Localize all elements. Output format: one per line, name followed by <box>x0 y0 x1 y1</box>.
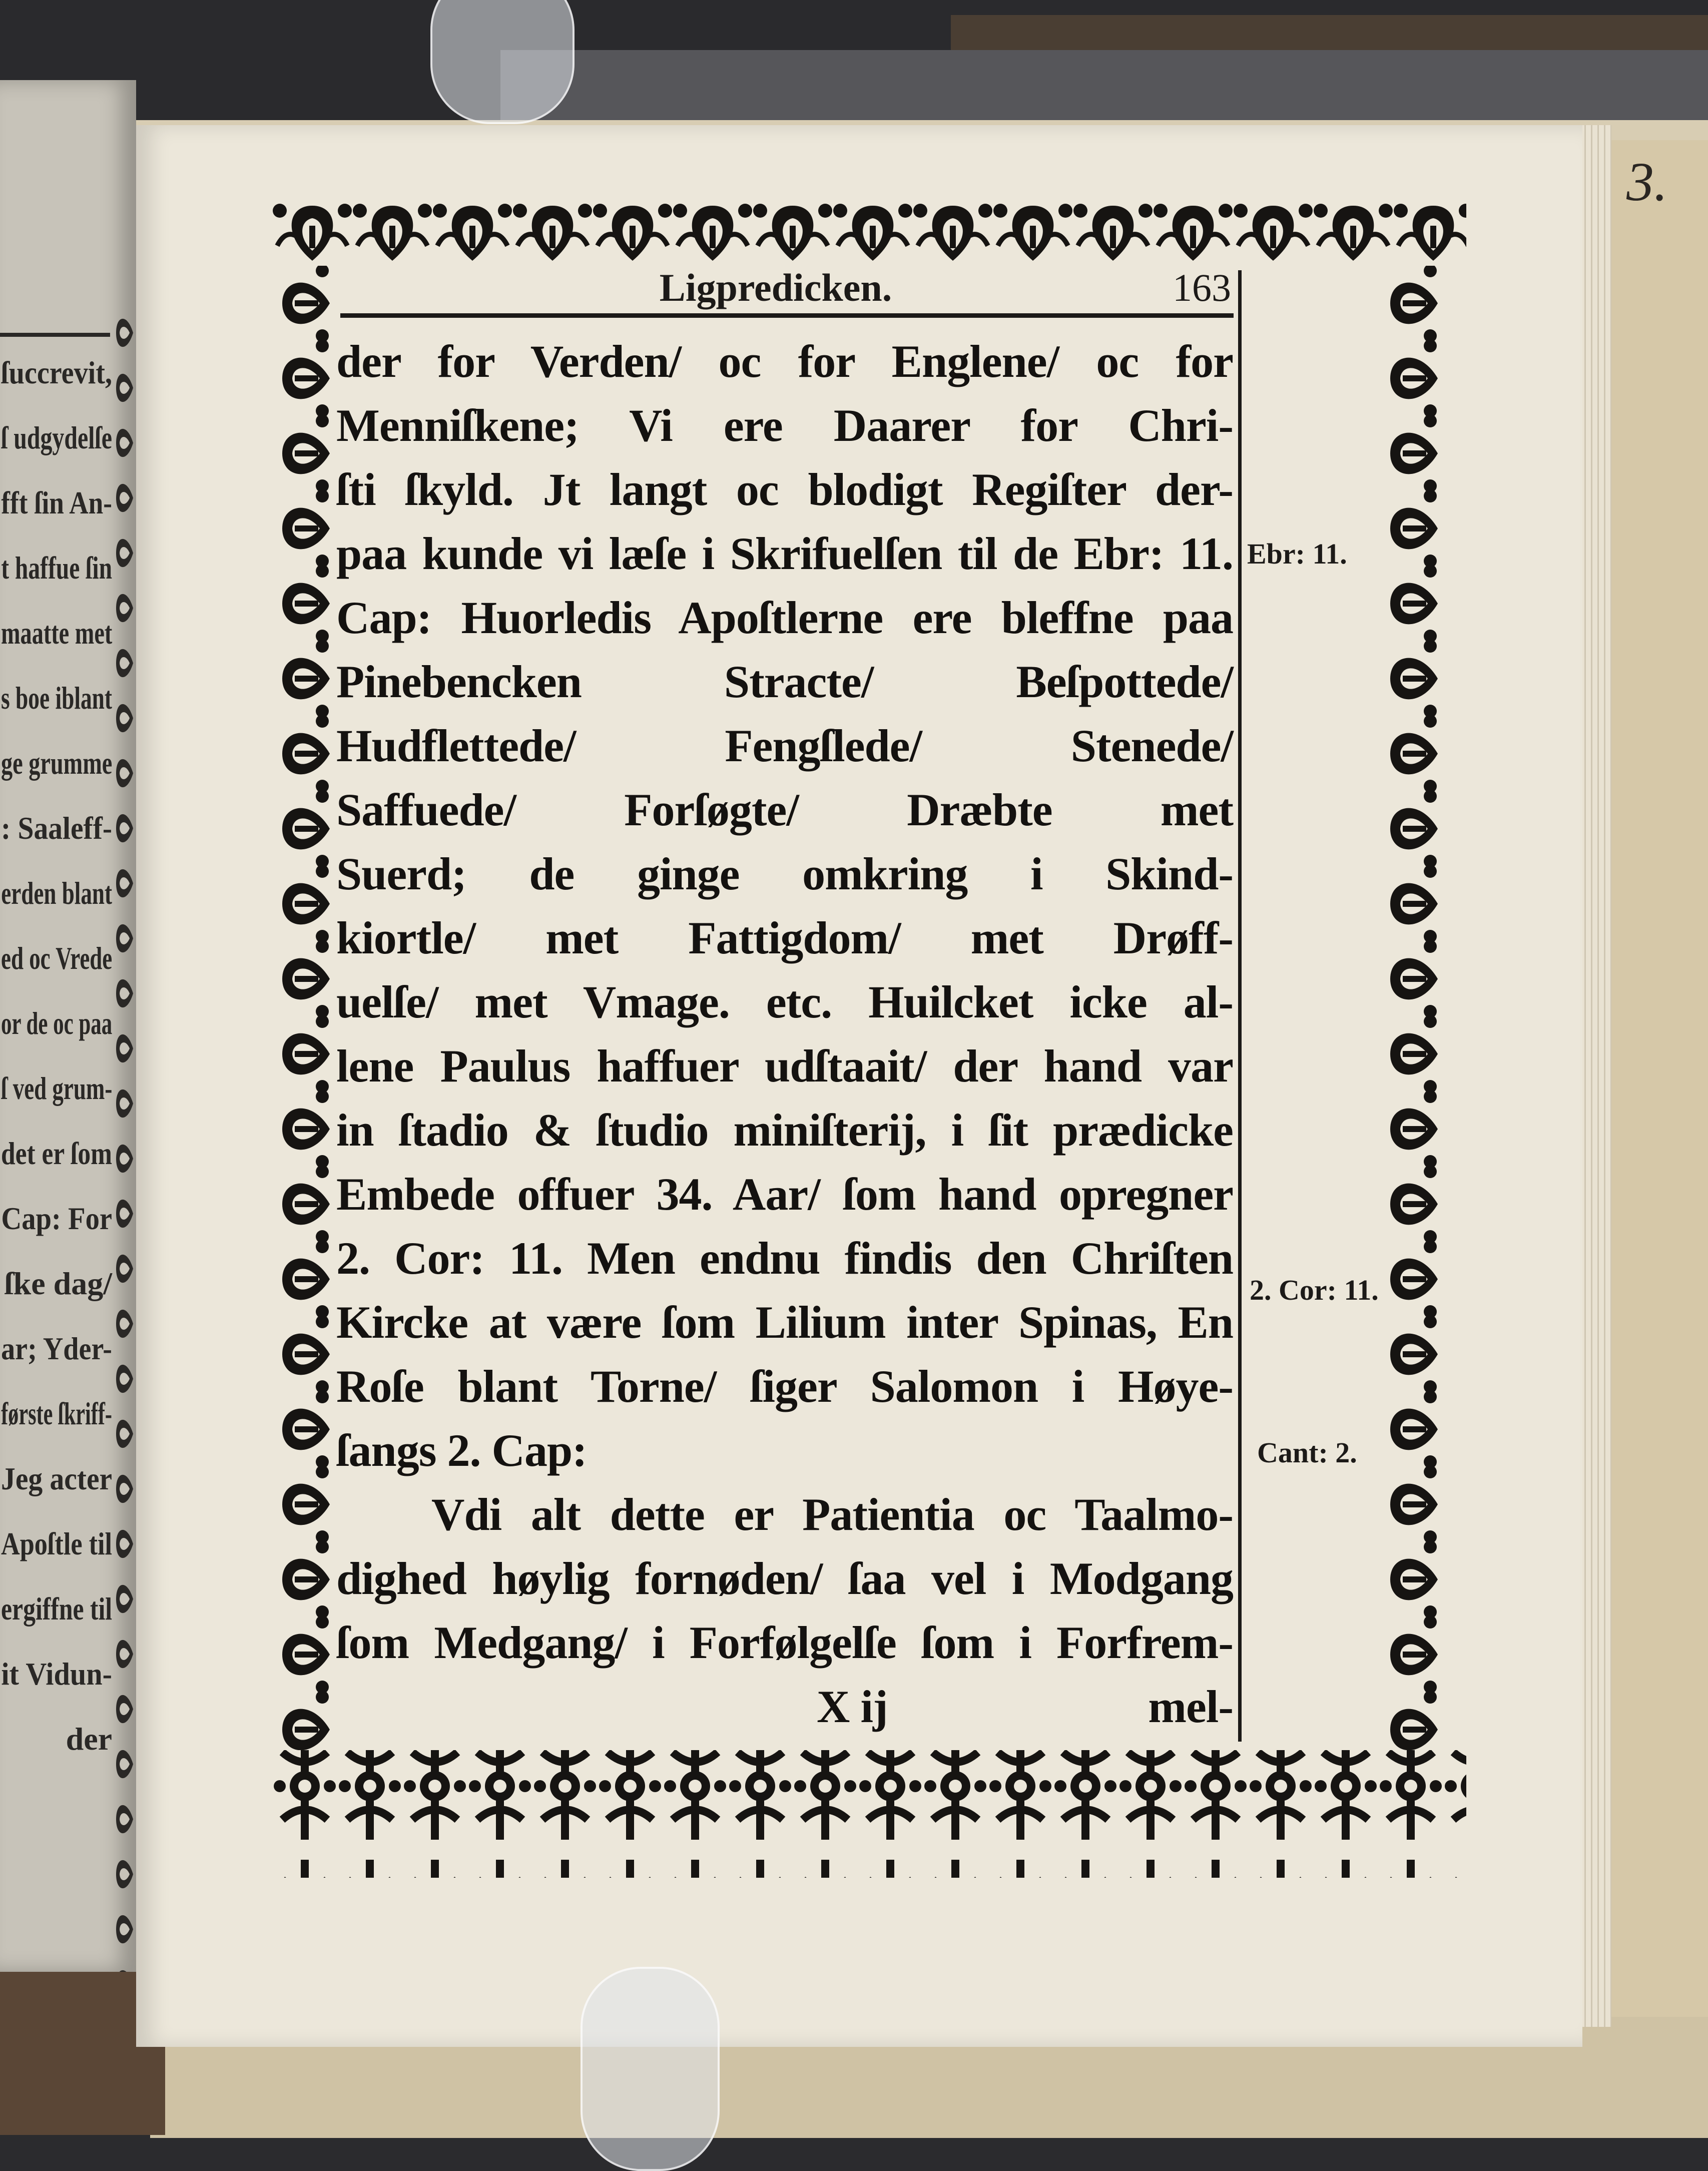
body-line: Saffuede/ Forſøgte/ Dræbte met <box>336 784 1233 835</box>
body-line: Cap: Huorledis Apoſtlerne ere bleffne paa <box>336 592 1233 643</box>
body-line: uelſe/ met Vmage. etc. Huilcket icke al- <box>336 976 1233 1027</box>
margin-note-cant: Cant: 2. <box>1257 1436 1357 1469</box>
handwritten-folio-number: 3. <box>1626 151 1668 212</box>
body-text <box>336 329 1233 1739</box>
left-page-line: ed oc Vrede <box>1 940 113 976</box>
frame-top-band <box>272 191 1466 266</box>
left-page-line: fft ſin An- <box>1 485 113 520</box>
body-line: Embede offuer 34. Aar/ ſom hand opregner <box>336 1169 1233 1220</box>
left-page-line: ge grumme <box>1 745 113 781</box>
left-page-line: Jeg acter <box>1 1461 113 1496</box>
left-page-line: t haffue ſin <box>1 550 112 586</box>
book-cover-edge <box>951 15 1708 55</box>
left-page-line: Apoſtle til <box>1 1526 112 1561</box>
body-line: der for Verden/ oc for Englene/ oc for <box>336 336 1233 387</box>
left-page-line: ar; Yder- <box>1 1331 113 1366</box>
body-line: dighed høylig fornøden/ ſaa vel i Modgang <box>336 1553 1233 1604</box>
margin-rule <box>1238 270 1242 1742</box>
body-line: ſti ſkyld. Jt langt oc blodigt Regiſter der- <box>336 464 1233 515</box>
body-line: paa kunde vi læſe i Skrifuelſen til de Ebr: 11. <box>336 528 1233 579</box>
left-page-line: ergiffne til <box>1 1591 113 1626</box>
body-line: Suerd; de ginge omkring i Skind- <box>336 848 1233 899</box>
body-line: kiortle/ met Fattigdom/ met Drøff- <box>336 912 1233 963</box>
catchword: mel- <box>1148 1681 1233 1732</box>
left-page-line: erden blant <box>1 875 112 911</box>
left-page-line: s boe iblant <box>1 680 112 716</box>
left-page-line: der <box>66 1721 112 1757</box>
margin-note-ebr: Ebr: 11. <box>1247 537 1347 570</box>
torn-leaf <box>1611 140 1708 2017</box>
left-page-text <box>1 340 112 1772</box>
body-line: in ſtadio & ſtudio miniſterij, i ſit prædicke <box>336 1105 1233 1156</box>
page-clip-bottom <box>581 1967 720 2171</box>
frame-bottom-band <box>272 1750 1466 1878</box>
body-line: Roſe blant Torne/ ſiger Salomon i Høye- <box>336 1361 1233 1412</box>
left-page-line: it Vidun- <box>1 1656 112 1692</box>
running-head: Ligpredicken. <box>659 266 892 309</box>
left-page-header-rule <box>0 333 110 337</box>
body-line: lene Paulus haffuer udſtaait/ der hand var <box>336 1040 1233 1092</box>
body-line: ſangs 2. Cap: <box>336 1425 587 1476</box>
body-line: Hudflettede/ Fengſlede/ Stenede/ <box>336 720 1233 771</box>
left-page-line: ſke dag/ <box>4 1266 112 1301</box>
body-line: Menniſkene; Vi ere Daarer for Chri- <box>336 400 1233 451</box>
signature-mark: X ij <box>817 1681 888 1732</box>
left-page-line: ſ ved grum- <box>1 1070 113 1106</box>
frame-right-band <box>1389 266 1451 1750</box>
left-page-line: maatte met <box>1 615 113 651</box>
left-page-line: : Saaleff- <box>1 810 113 846</box>
signature-line <box>336 1675 1233 1739</box>
body-line: Kircke at være ſom Lilium inter Spinas, En <box>336 1297 1233 1348</box>
frame-left-band <box>272 266 334 1750</box>
left-page-line: Cap: For <box>1 1201 112 1236</box>
left-page-line: ſ udgydelſe <box>1 420 112 455</box>
body-line: ſom Medgang/ i Forfølgelſe ſom i Forfrem- <box>336 1617 1233 1668</box>
body-line: 2. Cor: 11. Men endnu findis den Chriſten <box>336 1233 1233 1284</box>
left-page <box>0 80 136 1972</box>
margin-note-cor: 2. Cor: 11. <box>1250 1274 1379 1306</box>
page-number: 163 <box>1173 266 1231 309</box>
page-clip-top <box>430 0 575 124</box>
body-line: Pinebencken Stracte/ Beſpottede/ <box>336 656 1233 707</box>
left-page-line: første ſkriff- <box>1 1396 112 1431</box>
left-page-line: det er ſom <box>1 1136 113 1171</box>
left-page-line: or de oc paa <box>1 1005 113 1041</box>
left-page-line: ſuccrevit, <box>1 355 113 390</box>
header-rule <box>340 313 1234 318</box>
left-page-ornament-border <box>114 305 134 1972</box>
body-line: Vdi alt dette er Patientia oc Taalmo- <box>431 1489 1233 1540</box>
